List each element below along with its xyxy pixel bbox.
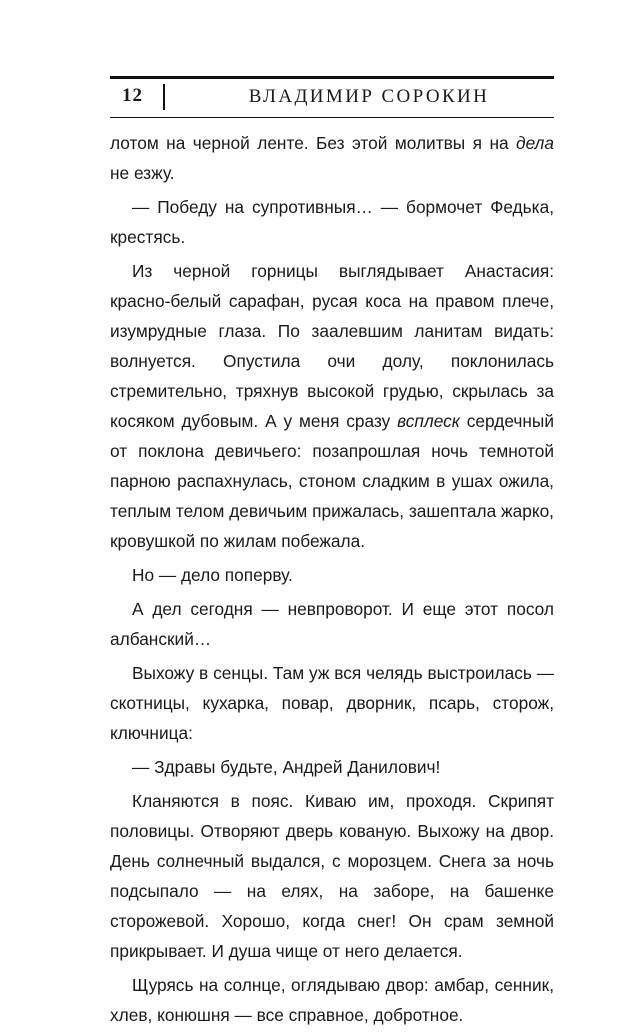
italic-text: дела (516, 133, 554, 153)
text-segment: Кланяются в пояс. Киваю им, проходя. Скрипят половицы. Отворяют дверь кованую. Выхожу на двор. День солнечный выдался, с морозцем. Снега за ночь подсыпало — на елях, на заборе, на башенке сторожевой. Хорошо, когда снег! Он срам земной прикрывает. И душа чище от него делается. (110, 791, 554, 961)
italic-text: всплеск (397, 411, 460, 431)
text-segment: лотом на черной ленте. Без этой молитвы я на (110, 133, 517, 153)
author-name: ВЛАДИМИР СОРОКИН (248, 86, 490, 107)
paragraph (110, 786, 554, 966)
paragraph (110, 256, 554, 556)
text-segment: Но — дело поперву. (132, 565, 293, 585)
text-segment: Щурясь на солнце, оглядываю двор: амбар, сенник, хлев, конюшня — все справное, добротное. (110, 975, 554, 1025)
running-header (110, 76, 554, 118)
header-separator (163, 84, 165, 110)
page-number: 12 (122, 85, 143, 106)
paragraph (110, 658, 554, 748)
text-segment: Из черной горницы выглядывает Анастасия: красно-белый сарафан, русая коса на правом плече, изумрудные глаза. По заалевшим ланитам видать: волнуется. Опустила очи долу, поклонилась стремительно, тряхнув высокой грудью, скрылась за косяком дубовым. А у меня сразу (110, 261, 554, 431)
paragraph (110, 752, 554, 782)
paragraph (110, 970, 554, 1030)
paragraph (110, 128, 554, 188)
text-segment: — Победу на супротивныя… — бормочет Федька, крестясь. (110, 197, 554, 247)
paragraph (110, 594, 554, 654)
body-text (110, 128, 554, 1034)
text-segment: А дел сегодня — невпроворот. И еще этот посол албанский… (110, 599, 554, 649)
text-segment: сердечный от поклона девичьего: позапрошлая ночь темнотой парною распахнулась, стоном сладким в ушах ожила, теплым телом девичьим прижалась, зашептала жарко, кровушкой по жилам побежала. (110, 411, 554, 551)
paragraph (110, 560, 554, 590)
text-segment: — Здравы будьте, Андрей Данилович! (132, 757, 441, 777)
text-segment: Выхожу в сенцы. Там уж вся челядь выстроилась — скотницы, кухарка, повар, дворник, псарь, сторож, ключница: (110, 663, 554, 743)
text-segment: не езжу. (110, 163, 175, 183)
paragraph (110, 192, 554, 252)
